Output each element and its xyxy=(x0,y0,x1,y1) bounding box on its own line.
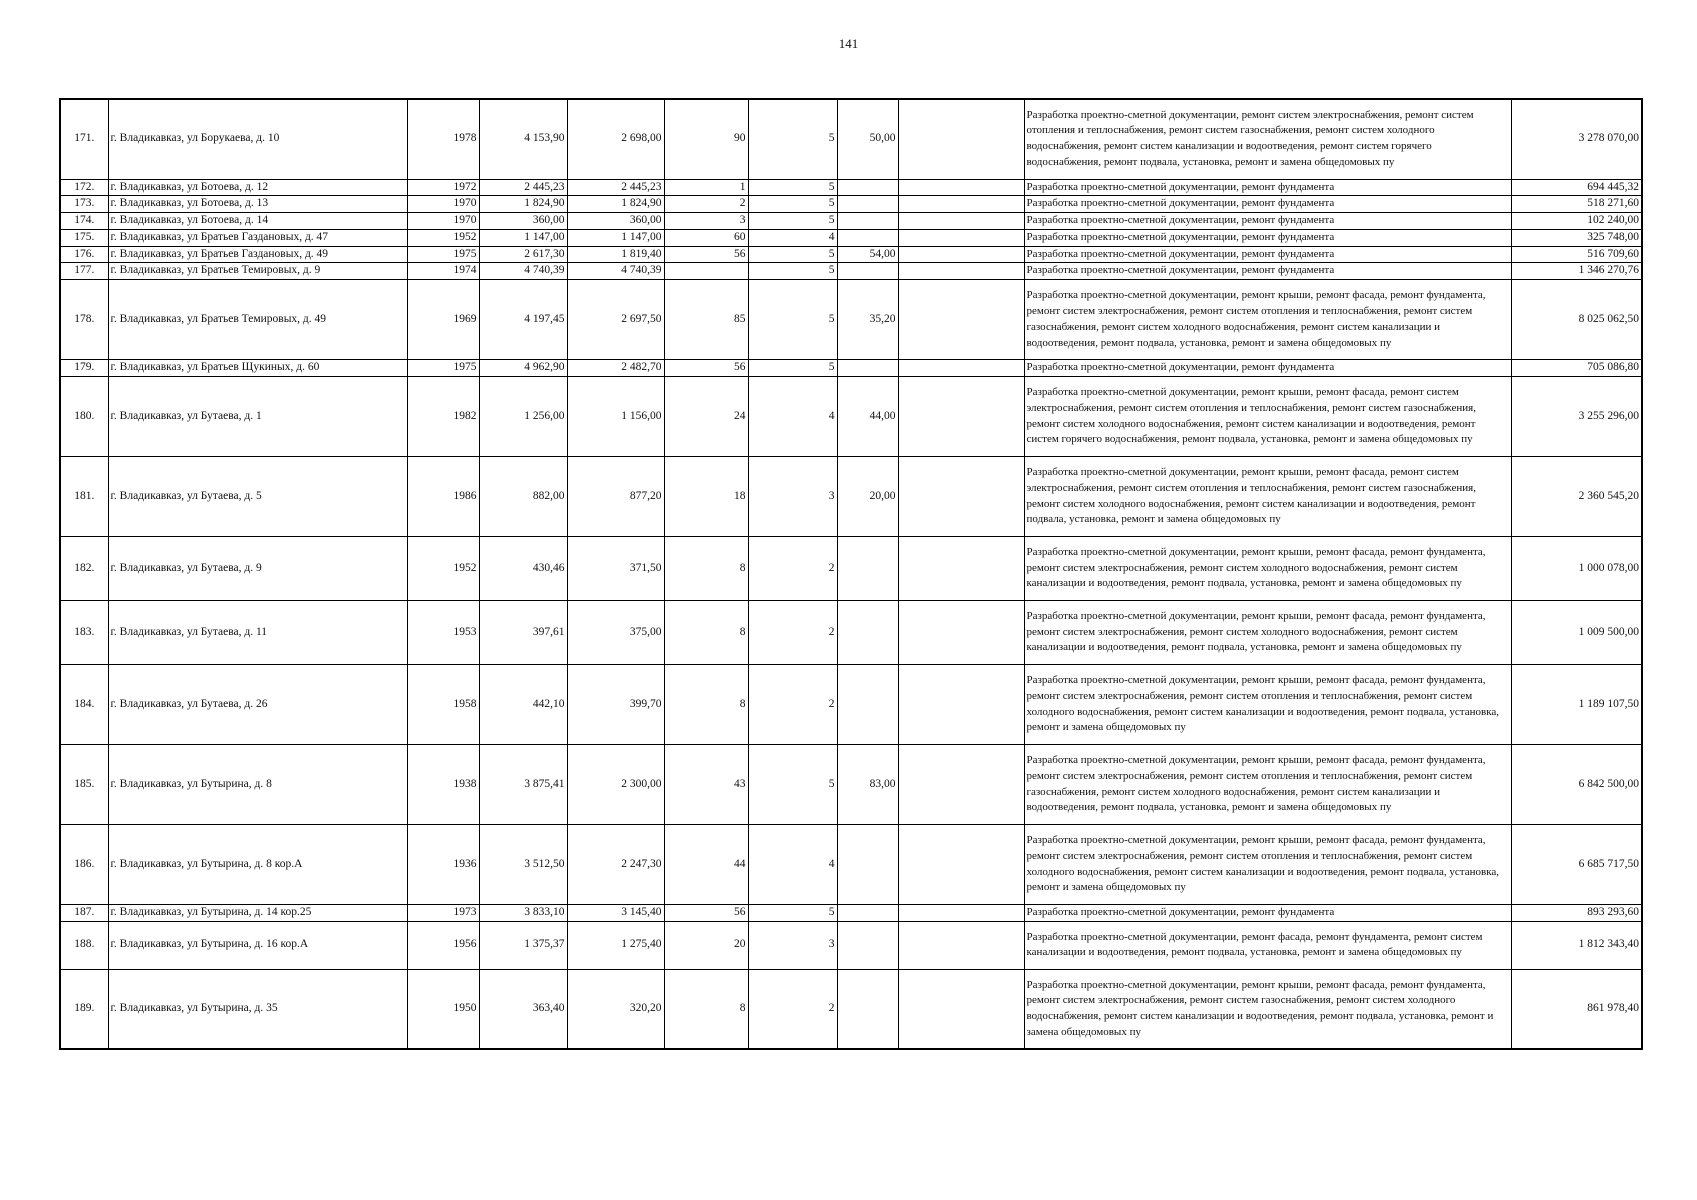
total-area-cell: 2 445,23 xyxy=(479,179,567,196)
wear-cell: 20,00 xyxy=(837,457,898,537)
row-number: 184. xyxy=(60,665,108,745)
extra-cell xyxy=(898,360,1024,377)
works-cell: Разработка проектно-сметной документации, ремонт крыши, ремонт фасада, ремонт фундамента, ремонт систем электроснабжения, ремонт систем газоснабжения, ремонт систем холодного водоснабжения, ремонт систем канализации и водоотведения, ремонт подвала, установка, ремонт и замена общедомовых пу xyxy=(1024,969,1511,1049)
total-area-cell: 363,40 xyxy=(479,969,567,1049)
cost-cell: 893 293,60 xyxy=(1511,905,1642,922)
extra-cell xyxy=(898,825,1024,905)
cost-cell: 8 025 062,50 xyxy=(1511,280,1642,360)
table-row xyxy=(60,457,1642,537)
works-cell: Разработка проектно-сметной документации, ремонт крыши, ремонт фасада, ремонт фундамента, ремонт систем электроснабжения, ремонт систем холодного водоснабжения, ремонт систем канализации и водоотведения, ремонт подвала, установка, ремонт и замена общедомовых пу xyxy=(1024,601,1511,665)
extra-cell xyxy=(898,457,1024,537)
year-cell: 1975 xyxy=(407,246,479,263)
living-area-cell: 2 697,50 xyxy=(567,280,664,360)
wear-cell xyxy=(837,825,898,905)
address-cell: г. Владикавказ, ул Бутаева, д. 5 xyxy=(108,457,407,537)
extra-cell xyxy=(898,921,1024,969)
page-number: 141 xyxy=(838,36,859,51)
residents-cell: 3 xyxy=(664,213,748,230)
floors-cell: 5 xyxy=(748,99,837,179)
floors-cell: 5 xyxy=(748,360,837,377)
year-cell: 1953 xyxy=(407,601,479,665)
year-cell: 1958 xyxy=(407,665,479,745)
cost-cell: 1 346 270,76 xyxy=(1511,263,1642,280)
residents-cell: 90 xyxy=(664,99,748,179)
floors-cell: 2 xyxy=(748,665,837,745)
extra-cell xyxy=(898,665,1024,745)
table-row xyxy=(60,263,1642,280)
residents-cell: 18 xyxy=(664,457,748,537)
total-area-cell: 4 153,90 xyxy=(479,99,567,179)
living-area-cell: 1 275,40 xyxy=(567,921,664,969)
wear-cell xyxy=(837,213,898,230)
living-area-cell: 877,20 xyxy=(567,457,664,537)
wear-cell xyxy=(837,905,898,922)
living-area-cell: 1 147,00 xyxy=(567,229,664,246)
extra-cell xyxy=(898,263,1024,280)
extra-cell xyxy=(898,196,1024,213)
floors-cell: 5 xyxy=(748,213,837,230)
address-cell: г. Владикавказ, ул Братьев Щукиных, д. 60 xyxy=(108,360,407,377)
living-area-cell: 2 698,00 xyxy=(567,99,664,179)
wear-cell xyxy=(837,921,898,969)
living-area-cell: 4 740,39 xyxy=(567,263,664,280)
year-cell: 1986 xyxy=(407,457,479,537)
extra-cell xyxy=(898,377,1024,457)
residents-cell: 85 xyxy=(664,280,748,360)
extra-cell xyxy=(898,246,1024,263)
floors-cell: 3 xyxy=(748,457,837,537)
works-cell: Разработка проектно-сметной документации, ремонт фундамента xyxy=(1024,229,1511,246)
wear-cell xyxy=(837,196,898,213)
works-cell: Разработка проектно-сметной документации, ремонт фундамента xyxy=(1024,196,1511,213)
total-area-cell: 4 197,45 xyxy=(479,280,567,360)
total-area-cell: 360,00 xyxy=(479,213,567,230)
floors-cell: 3 xyxy=(748,921,837,969)
address-cell: г. Владикавказ, ул Бутырина, д. 14 кор.25 xyxy=(108,905,407,922)
works-cell: Разработка проектно-сметной документации, ремонт систем электроснабжения, ремонт систем отопления и теплоснабжения, ремонт систем газоснабжения, ремонт систем холодного водоснабжения, ремонт систем канализации и водоотведения, ремонт систем горячего водоснабжения, ремонт подвала, установка, ремонт и замена общедомовых пу xyxy=(1024,99,1511,179)
living-area-cell: 399,70 xyxy=(567,665,664,745)
floors-cell: 4 xyxy=(748,377,837,457)
extra-cell xyxy=(898,905,1024,922)
cost-cell: 516 709,60 xyxy=(1511,246,1642,263)
floors-cell: 5 xyxy=(748,280,837,360)
table-row xyxy=(60,99,1642,179)
floors-cell: 5 xyxy=(748,745,837,825)
living-area-cell: 2 482,70 xyxy=(567,360,664,377)
cost-cell: 1 812 343,40 xyxy=(1511,921,1642,969)
total-area-cell: 1 824,90 xyxy=(479,196,567,213)
total-area-cell: 3 833,10 xyxy=(479,905,567,922)
address-cell: г. Владикавказ, ул Ботоева, д. 13 xyxy=(108,196,407,213)
living-area-cell: 371,50 xyxy=(567,537,664,601)
address-cell: г. Владикавказ, ул Борукаева, д. 10 xyxy=(108,99,407,179)
works-cell: Разработка проектно-сметной документации, ремонт крыши, ремонт фасада, ремонт фундамента, ремонт систем электроснабжения, ремонт систем отопления и теплоснабжения, ремонт систем холодного водоснабжения, ремонт систем канализации и водоотведения, ремонт подвала, установка, ремонт и замена общедомовых пу xyxy=(1024,825,1511,905)
floors-cell: 5 xyxy=(748,179,837,196)
works-cell: Разработка проектно-сметной документации, ремонт фундамента xyxy=(1024,360,1511,377)
floors-cell: 5 xyxy=(748,905,837,922)
extra-cell xyxy=(898,179,1024,196)
address-cell: г. Владикавказ, ул Бутаева, д. 1 xyxy=(108,377,407,457)
table-row xyxy=(60,229,1642,246)
address-cell: г. Владикавказ, ул Братьев Газдановых, д. 49 xyxy=(108,246,407,263)
capital-repair-table xyxy=(59,98,1643,1050)
works-cell: Разработка проектно-сметной документации, ремонт фасада, ремонт фундамента, ремонт систем канализации и водоотведения, ремонт подвала, установка, ремонт и замена общедомовых пу xyxy=(1024,921,1511,969)
extra-cell xyxy=(898,601,1024,665)
year-cell: 1970 xyxy=(407,196,479,213)
extra-cell xyxy=(898,99,1024,179)
table-row xyxy=(60,665,1642,745)
table-row xyxy=(60,745,1642,825)
table-row xyxy=(60,921,1642,969)
extra-cell xyxy=(898,229,1024,246)
floors-cell: 2 xyxy=(748,969,837,1049)
address-cell: г. Владикавказ, ул Бутаева, д. 9 xyxy=(108,537,407,601)
floors-cell: 5 xyxy=(748,246,837,263)
table-body xyxy=(60,99,1642,1049)
table-row xyxy=(60,537,1642,601)
wear-cell xyxy=(837,263,898,280)
year-cell: 1973 xyxy=(407,905,479,922)
cost-cell: 1 009 500,00 xyxy=(1511,601,1642,665)
table-row xyxy=(60,377,1642,457)
wear-cell: 44,00 xyxy=(837,377,898,457)
year-cell: 1952 xyxy=(407,229,479,246)
row-number: 177. xyxy=(60,263,108,280)
residents-cell: 44 xyxy=(664,825,748,905)
works-cell: Разработка проектно-сметной документации, ремонт крыши, ремонт фасада, ремонт фундамента, ремонт систем электроснабжения, ремонт систем отопления и теплоснабжения, ремонт систем газоснабжения, ремонт систем холодного водоснабжения, ремонт систем канализации и водоотведения, ремонт подвала, установка, ремонт и замена общедомовых пу xyxy=(1024,280,1511,360)
year-cell: 1969 xyxy=(407,280,479,360)
residents-cell: 8 xyxy=(664,537,748,601)
address-cell: г. Владикавказ, ул Бутырина, д. 8 кор.А xyxy=(108,825,407,905)
wear-cell: 54,00 xyxy=(837,246,898,263)
row-number: 187. xyxy=(60,905,108,922)
address-cell: г. Владикавказ, ул Бутырина, д. 35 xyxy=(108,969,407,1049)
total-area-cell: 2 617,30 xyxy=(479,246,567,263)
residents-cell: 8 xyxy=(664,601,748,665)
wear-cell xyxy=(837,537,898,601)
row-number: 186. xyxy=(60,825,108,905)
row-number: 180. xyxy=(60,377,108,457)
wear-cell xyxy=(837,601,898,665)
address-cell: г. Владикавказ, ул Ботоева, д. 14 xyxy=(108,213,407,230)
total-area-cell: 430,46 xyxy=(479,537,567,601)
row-number: 182. xyxy=(60,537,108,601)
living-area-cell: 320,20 xyxy=(567,969,664,1049)
residents-cell: 2 xyxy=(664,196,748,213)
address-cell: г. Владикавказ, ул Бутаева, д. 26 xyxy=(108,665,407,745)
floors-cell: 5 xyxy=(748,263,837,280)
wear-cell xyxy=(837,179,898,196)
total-area-cell: 3 512,50 xyxy=(479,825,567,905)
living-area-cell: 1 824,90 xyxy=(567,196,664,213)
year-cell: 1952 xyxy=(407,537,479,601)
row-number: 178. xyxy=(60,280,108,360)
works-cell: Разработка проектно-сметной документации, ремонт фундамента xyxy=(1024,179,1511,196)
works-cell: Разработка проектно-сметной документации, ремонт крыши, ремонт фасада, ремонт фундамента, ремонт систем электроснабжения, ремонт систем холодного водоснабжения, ремонт систем канализации и водоотведения, ремонт подвала, установка, ремонт и замена общедомовых пу xyxy=(1024,537,1511,601)
works-cell: Разработка проектно-сметной документации, ремонт крыши, ремонт фасада, ремонт фундамента, ремонт систем электроснабжения, ремонт систем отопления и теплоснабжения, ремонт систем холодного водоснабжения, ремонт систем канализации и водоотведения, ремонт подвала, установка, ремонт и замена общедомовых пу xyxy=(1024,665,1511,745)
total-area-cell: 4 962,90 xyxy=(479,360,567,377)
row-number: 179. xyxy=(60,360,108,377)
wear-cell: 35,20 xyxy=(837,280,898,360)
cost-cell: 2 360 545,20 xyxy=(1511,457,1642,537)
wear-cell: 83,00 xyxy=(837,745,898,825)
address-cell: г. Владикавказ, ул Братьев Газдановых, д. 47 xyxy=(108,229,407,246)
living-area-cell: 2 445,23 xyxy=(567,179,664,196)
total-area-cell: 442,10 xyxy=(479,665,567,745)
residents-cell: 56 xyxy=(664,360,748,377)
total-area-cell: 3 875,41 xyxy=(479,745,567,825)
living-area-cell: 1 819,40 xyxy=(567,246,664,263)
address-cell: г. Владикавказ, ул Ботоева, д. 12 xyxy=(108,179,407,196)
extra-cell xyxy=(898,969,1024,1049)
works-cell: Разработка проектно-сметной документации, ремонт крыши, ремонт фасада, ремонт фундамента, ремонт систем электроснабжения, ремонт систем отопления и теплоснабжения, ремонт систем газоснабжения, ремонт систем холодного водоснабжения, ремонт систем канализации и водоотведения, ремонт подвала, установка, ремонт и замена общедомовых пу xyxy=(1024,745,1511,825)
floors-cell: 2 xyxy=(748,537,837,601)
row-number: 183. xyxy=(60,601,108,665)
works-cell: Разработка проектно-сметной документации, ремонт фундамента xyxy=(1024,213,1511,230)
year-cell: 1938 xyxy=(407,745,479,825)
year-cell: 1974 xyxy=(407,263,479,280)
row-number: 188. xyxy=(60,921,108,969)
year-cell: 1978 xyxy=(407,99,479,179)
floors-cell: 2 xyxy=(748,601,837,665)
works-cell: Разработка проектно-сметной документации, ремонт крыши, ремонт фасада, ремонт систем электроснабжения, ремонт систем отопления и теплоснабжения, ремонт систем газоснабжения, ремонт систем холодного водоснабжения, ремонт систем канализации и водоотведения, ремонт систем горячего водоснабжения, ремонт подвала, установка, ремонт и замена общедомовых пу xyxy=(1024,377,1511,457)
year-cell: 1936 xyxy=(407,825,479,905)
cost-cell: 694 445,32 xyxy=(1511,179,1642,196)
cost-cell: 861 978,40 xyxy=(1511,969,1642,1049)
cost-cell: 518 271,60 xyxy=(1511,196,1642,213)
address-cell: г. Владикавказ, ул Братьев Темировых, д. 49 xyxy=(108,280,407,360)
year-cell: 1975 xyxy=(407,360,479,377)
cost-cell: 3 278 070,00 xyxy=(1511,99,1642,179)
extra-cell xyxy=(898,280,1024,360)
table-row xyxy=(60,969,1642,1049)
floors-cell: 4 xyxy=(748,825,837,905)
table-row xyxy=(60,905,1642,922)
living-area-cell: 1 156,00 xyxy=(567,377,664,457)
row-number: 181. xyxy=(60,457,108,537)
row-number: 176. xyxy=(60,246,108,263)
wear-cell: 50,00 xyxy=(837,99,898,179)
living-area-cell: 2 300,00 xyxy=(567,745,664,825)
extra-cell xyxy=(898,213,1024,230)
address-cell: г. Владикавказ, ул Бутырина, д. 16 кор.А xyxy=(108,921,407,969)
year-cell: 1956 xyxy=(407,921,479,969)
living-area-cell: 360,00 xyxy=(567,213,664,230)
total-area-cell: 1 147,00 xyxy=(479,229,567,246)
address-cell: г. Владикавказ, ул Братьев Темировых, д. 9 xyxy=(108,263,407,280)
cost-cell: 3 255 296,00 xyxy=(1511,377,1642,457)
table-row xyxy=(60,825,1642,905)
living-area-cell: 375,00 xyxy=(567,601,664,665)
total-area-cell: 882,00 xyxy=(479,457,567,537)
table-row xyxy=(60,213,1642,230)
living-area-cell: 2 247,30 xyxy=(567,825,664,905)
table-row xyxy=(60,601,1642,665)
residents-cell: 8 xyxy=(664,969,748,1049)
residents-cell xyxy=(664,263,748,280)
row-number: 174. xyxy=(60,213,108,230)
cost-cell: 705 086,80 xyxy=(1511,360,1642,377)
cost-cell: 1 000 078,00 xyxy=(1511,537,1642,601)
extra-cell xyxy=(898,537,1024,601)
row-number: 189. xyxy=(60,969,108,1049)
total-area-cell: 1 375,37 xyxy=(479,921,567,969)
wear-cell xyxy=(837,969,898,1049)
cost-cell: 325 748,00 xyxy=(1511,229,1642,246)
table-row xyxy=(60,280,1642,360)
total-area-cell: 397,61 xyxy=(479,601,567,665)
year-cell: 1972 xyxy=(407,179,479,196)
works-cell: Разработка проектно-сметной документации, ремонт фундамента xyxy=(1024,246,1511,263)
floors-cell: 5 xyxy=(748,196,837,213)
residents-cell: 20 xyxy=(664,921,748,969)
works-cell: Разработка проектно-сметной документации, ремонт крыши, ремонт фасада, ремонт систем электроснабжения, ремонт систем отопления и теплоснабжения, ремонт систем газоснабжения, ремонт систем холодного водоснабжения, ремонт систем канализации и водоотведения, ремонт подвала, установка, ремонт и замена общедомовых пу xyxy=(1024,457,1511,537)
cost-cell: 102 240,00 xyxy=(1511,213,1642,230)
row-number: 173. xyxy=(60,196,108,213)
wear-cell xyxy=(837,229,898,246)
address-cell: г. Владикавказ, ул Бутырина, д. 8 xyxy=(108,745,407,825)
floors-cell: 4 xyxy=(748,229,837,246)
living-area-cell: 3 145,40 xyxy=(567,905,664,922)
year-cell: 1982 xyxy=(407,377,479,457)
wear-cell xyxy=(837,360,898,377)
residents-cell: 60 xyxy=(664,229,748,246)
row-number: 175. xyxy=(60,229,108,246)
total-area-cell: 4 740,39 xyxy=(479,263,567,280)
row-number: 185. xyxy=(60,745,108,825)
wear-cell xyxy=(837,665,898,745)
cost-cell: 6 842 500,00 xyxy=(1511,745,1642,825)
year-cell: 1950 xyxy=(407,969,479,1049)
cost-cell: 1 189 107,50 xyxy=(1511,665,1642,745)
table-row xyxy=(60,179,1642,196)
table-row xyxy=(60,246,1642,263)
residents-cell: 8 xyxy=(664,665,748,745)
residents-cell: 1 xyxy=(664,179,748,196)
cost-cell: 6 685 717,50 xyxy=(1511,825,1642,905)
residents-cell: 43 xyxy=(664,745,748,825)
works-cell: Разработка проектно-сметной документации, ремонт фундамента xyxy=(1024,263,1511,280)
extra-cell xyxy=(898,745,1024,825)
row-number: 171. xyxy=(60,99,108,179)
total-area-cell: 1 256,00 xyxy=(479,377,567,457)
table-row xyxy=(60,360,1642,377)
table-row xyxy=(60,196,1642,213)
row-number: 172. xyxy=(60,179,108,196)
works-cell: Разработка проектно-сметной документации, ремонт фундамента xyxy=(1024,905,1511,922)
residents-cell: 56 xyxy=(664,905,748,922)
residents-cell: 56 xyxy=(664,246,748,263)
residents-cell: 24 xyxy=(664,377,748,457)
address-cell: г. Владикавказ, ул Бутаева, д. 11 xyxy=(108,601,407,665)
year-cell: 1970 xyxy=(407,213,479,230)
